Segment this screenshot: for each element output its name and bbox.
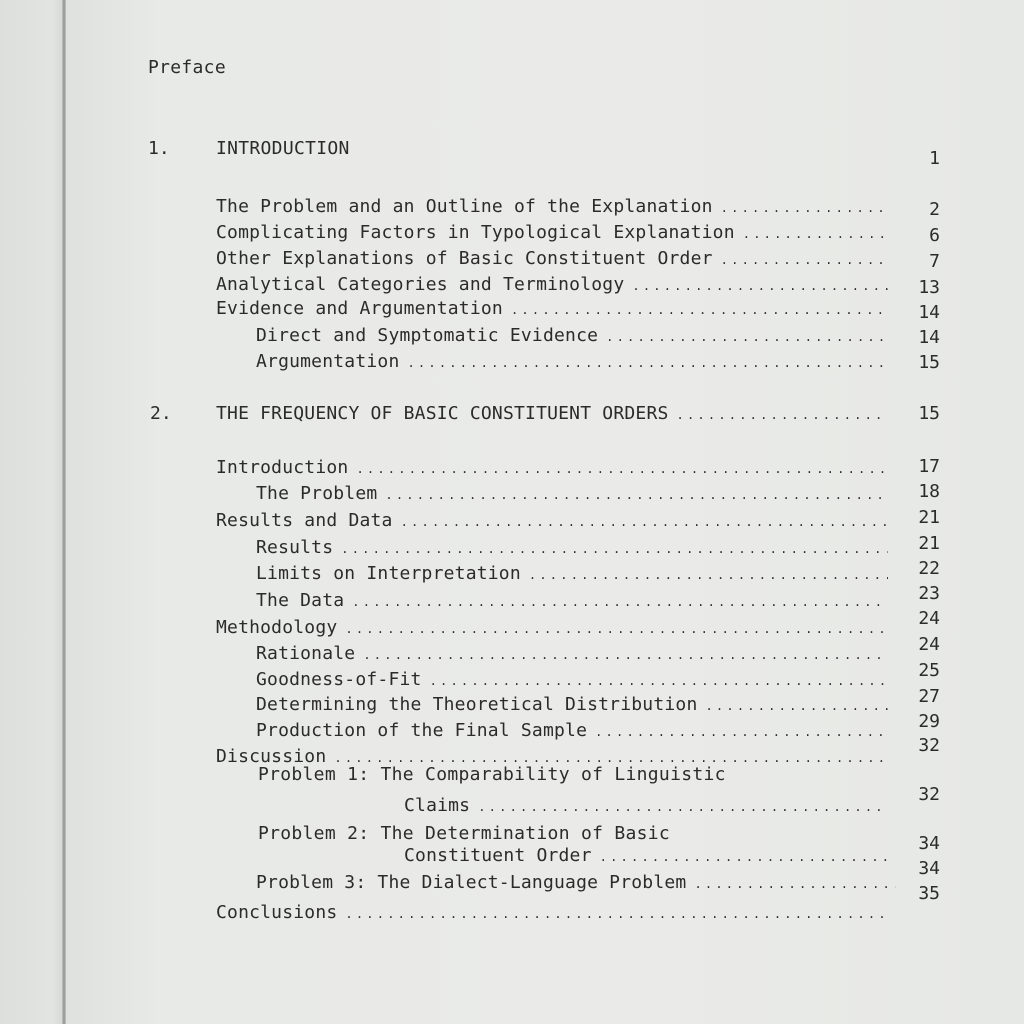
entry-title: Limits on Interpretation (256, 563, 521, 584)
leader-dots (694, 872, 896, 895)
entry-title: The Problem and an Outline of the Explanation (216, 196, 713, 217)
entry-title: Results and Data (216, 510, 393, 531)
toc-subentry (256, 563, 888, 586)
entry-title: Problem 1: The Comparability of Linguistic (258, 764, 726, 785)
entry-title: Results (256, 537, 334, 558)
leader-dots (352, 590, 888, 613)
leader-dots (511, 298, 888, 321)
entry-title: Complicating Factors in Typological Explanation (216, 222, 735, 243)
page-number: 22 (918, 558, 940, 579)
toc-subentry (256, 590, 888, 613)
toc-subentry (256, 643, 888, 666)
page-number: 13 (918, 277, 940, 298)
toc-entry (216, 457, 888, 480)
entry-title: THE FREQUENCY OF BASIC CONSTITUENT ORDERS (216, 403, 669, 424)
leader-dots (385, 483, 888, 506)
entry-title: Conclusions (216, 902, 338, 923)
preface-entry: Preface (148, 57, 226, 78)
toc-subentry (256, 669, 888, 692)
toc-subentry (256, 720, 888, 743)
page-number: 35 (918, 883, 940, 904)
chapter-title (216, 403, 888, 426)
leader-dots (407, 351, 888, 374)
leader-dots (345, 617, 888, 640)
page-number: 29 (918, 711, 940, 732)
page-number: 15 (918, 352, 940, 373)
leader-dots (632, 274, 888, 297)
leader-dots (529, 563, 888, 586)
page-number: 7 (929, 251, 940, 272)
entry-title: Methodology (216, 617, 338, 638)
chapter-number: 1. (148, 138, 170, 159)
chapter-number: 2. (150, 403, 172, 424)
leader-dots (705, 694, 888, 717)
leader-dots (345, 902, 888, 925)
toc-subentry-continuation (404, 795, 888, 818)
toc-subentry (256, 483, 888, 506)
page-number: 21 (918, 533, 940, 554)
page-number: 24 (918, 608, 940, 629)
leader-dots (401, 510, 888, 533)
page-number: 23 (918, 583, 940, 604)
toc-subentry (256, 872, 896, 895)
toc-entry (216, 510, 888, 533)
entry-title: Rationale (256, 643, 356, 664)
leader-dots (363, 643, 888, 666)
page-number: 15 (918, 403, 940, 424)
entry-title: Claims (404, 795, 471, 816)
entry-title: Evidence and Argumentation (216, 298, 503, 319)
toc-subentry (256, 694, 888, 717)
page-number: 14 (918, 327, 940, 348)
entry-title: Constituent Order (404, 845, 592, 866)
entry-title: Production of the Final Sample (256, 720, 588, 741)
entry-title: Argumentation (256, 351, 400, 372)
entry-title: Other Explanations of Basic Constituent Order (216, 248, 713, 269)
page-number: 24 (918, 634, 940, 655)
toc-entry (216, 196, 888, 219)
leader-dots (595, 720, 888, 743)
page-number: 32 (918, 735, 940, 756)
toc-entry (216, 274, 888, 297)
entry-title: Direct and Symptomatic Evidence (256, 325, 599, 346)
toc-entry (216, 902, 888, 925)
leader-dots (743, 222, 888, 245)
leader-dots (606, 325, 888, 348)
page-number: 17 (918, 456, 940, 477)
entry-title: Goodness-of-Fit (256, 669, 422, 690)
leader-dots (721, 196, 888, 219)
entry-title: Determining the Theoretical Distribution (256, 694, 698, 715)
toc-subentry (256, 325, 888, 348)
chapter-title: INTRODUCTION (216, 138, 350, 159)
entry-title: Introduction (216, 457, 349, 478)
entry-title: The Data (256, 590, 345, 611)
page-number: 18 (918, 481, 940, 502)
leader-dots (721, 248, 888, 271)
entry-title: Problem 2: The Determination of Basic (258, 823, 671, 844)
leader-dots (478, 795, 888, 818)
page-number: 25 (918, 660, 940, 681)
page-number: 27 (918, 686, 940, 707)
entry-title: Analytical Categories and Terminology (216, 274, 625, 295)
toc-subentry-continuation (404, 845, 888, 868)
leader-dots (430, 669, 888, 692)
toc-subentry (256, 351, 888, 374)
page-number: 1 (929, 148, 940, 169)
page-number: 32 (918, 784, 940, 805)
toc-entry (216, 617, 888, 640)
page-number: 34 (918, 833, 940, 854)
leader-dots (356, 457, 888, 480)
page-number: 34 (918, 858, 940, 879)
leader-dots (677, 403, 888, 426)
entry-title: Problem 3: The Dialect-Language Problem (256, 872, 687, 893)
page-number: 21 (918, 507, 940, 528)
entry-title: Discussion (216, 746, 327, 767)
toc-entry (216, 222, 888, 245)
page-number: 6 (929, 225, 940, 246)
entry-title: The Problem (256, 483, 378, 504)
page-number: 2 (929, 199, 940, 220)
leader-dots (341, 537, 888, 560)
toc-subentry (256, 537, 888, 560)
page-number: 14 (918, 302, 940, 323)
toc-entry (216, 298, 888, 321)
leader-dots (600, 845, 888, 868)
toc-entry (216, 248, 888, 271)
